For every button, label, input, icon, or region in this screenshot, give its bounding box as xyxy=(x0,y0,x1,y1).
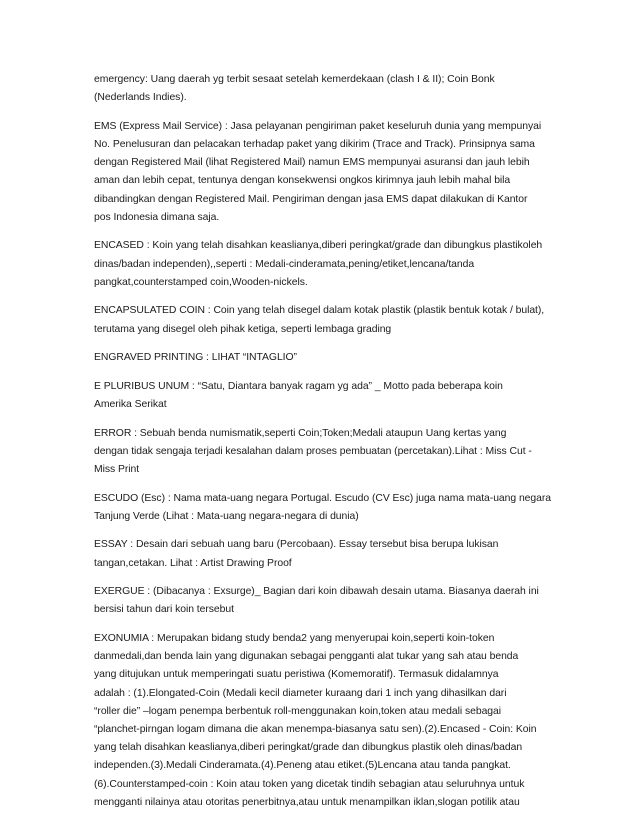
text-line: Tanjung Verde (Lihat : Mata-uang negara-negara di dunia) xyxy=(94,510,359,522)
text-line: yang telah disahkan keaslianya,diberi peringkat/grade dan dibungkus plastik oleh dinas/badan xyxy=(94,742,523,754)
text-line: EMS (Express Mail Service) : Jasa pelayanan pengiriman paket keseluruh dunia yang mempunyai xyxy=(94,120,542,132)
text-line: (6).Counterstamped-coin : Koin atau token yang dicetak tindih sebagian atau seluruhnya untuk xyxy=(94,778,525,790)
text-line: dengan Registered Mail (lihat Registered Mail) namun EMS mempunyai asuransi dan jauh lebih xyxy=(94,157,530,169)
text-line: ERROR : Sebuah benda numismatik,seperti Coin;Token;Medali ataupun Uang kertas yang xyxy=(94,427,507,439)
text-line: tangan,cetakan. Lihat : Artist Drawing Proof xyxy=(94,557,292,569)
text-line: aman dan lebih cepat, tentunya dengan konsekwensi ongkos kirimnya jauh lebih mahal bila xyxy=(94,175,511,187)
entry-essay xyxy=(94,536,546,572)
entry-escudo xyxy=(94,490,551,526)
text-line: ESSAY : Desain dari sebuah uang baru (Percobaan). Essay tersebut bisa berupa lukisan xyxy=(94,539,499,551)
text-line: ENCAPSULATED COIN : Coin yang telah disegel dalam kotak plastik (plastik bentuk kotak / bulat), xyxy=(94,305,545,317)
text-line: ENGRAVED PRINTING : LIHAT “INTAGLIO” xyxy=(94,352,297,364)
text-line: pos Indonesia dimana saja. xyxy=(94,211,220,223)
text-line: pangkat,counterstamped coin,Wooden-nickels. xyxy=(94,276,308,288)
entry-engraved-printing xyxy=(94,349,546,367)
text-line: “roller die” –logam penempa berbentuk roll-menggunakan koin,token atau medali sebagai xyxy=(94,705,502,717)
entry-encapsulated-coin xyxy=(94,302,546,338)
entry-error xyxy=(94,425,546,480)
text-line: adalah : (1).Elongated-Coin (Medali kecil diameter kuraang dari 1 inch yang dihasilkan dari xyxy=(94,687,507,699)
text-line: E PLURIBUS UNUM : “Satu, Diantara banyak ragam yg ada” _ Motto pada beberapa koin xyxy=(94,380,503,392)
text-line: EXERGUE : (Dibacanya : Exsurge)_ Bagian dari koin dibawah desain utama. Biasanya daerah ini xyxy=(94,586,539,598)
text-line: dinas/badan independen),,seperti : Medali-cinderamata,pening/etiket,lencana/tanda xyxy=(94,258,475,270)
entry-exergue xyxy=(94,583,546,619)
entry-ems xyxy=(94,118,546,227)
document-page xyxy=(94,71,551,812)
text-line: dibandingkan dengan Registered Mail. Pengiriman dengan jasa EMS dapat dilakukan di Kantor xyxy=(94,193,528,205)
text-line: bersisi tahun dari koin tersebut xyxy=(94,604,234,616)
text-line: emergency: Uang daerah yg terbit sesaat setelah kemerdekaan (clash I & II); Coin Bonk xyxy=(94,74,495,85)
text-line: EXONUMIA : Merupakan bidang study benda2 yang menyerupai koin,seperti koin-token xyxy=(94,632,495,644)
text-line: independen.(3).Medali Cinderamata.(4).Peneng atau etiket.(5)Lencana atau tanda pangkat. xyxy=(94,760,511,772)
text-line: “planchet-pirngan logam dimana die akan menempa-biasanya satu sen).(2).Encased - Coin: Koin xyxy=(94,724,537,735)
text-line: mengganti nilainya atau otoritas penerbitnya,atau untuk menampilkan iklan,slogan potilik atau xyxy=(94,796,520,808)
text-line: No. Penelusuran dan pelacakan terhadap paket yang dikirim (Trace and Track). Prinsipnya sama xyxy=(94,139,535,150)
text-line: ENCASED : Koin yang telah disahkan keaslianya,diberi peringkat/grade dan dibungkus plastikoleh xyxy=(94,240,543,252)
text-line: ESCUDO (Esc) : Nama mata-uang negara Portugal. Escudo (CV Esc) juga nama mata-uang negara xyxy=(94,492,551,504)
text-line: dengan tidak sengaja terjadi kesalahan dalam proses pembuatan (percetakan).Lihat : Miss Cut - xyxy=(94,445,532,457)
text-line: terutama yang disegel oleh pihak ketiga, seperti lembaga grading xyxy=(94,323,392,335)
entry-emergency xyxy=(94,71,546,107)
text-line: Amerika Serikat xyxy=(94,399,167,410)
text-line: (Nederlands Indies). xyxy=(94,92,187,104)
entry-encased xyxy=(94,237,546,292)
text-line: danmedali,dan benda lain yang digunakan sebagai pengganti alat tukar yang sah atau benda xyxy=(94,651,519,663)
text-line: yang ditujukan untuk memperingati suatu peristiwa (Komemoratif). Termasuk didalamnya xyxy=(94,669,499,681)
entry-exonumia xyxy=(94,630,546,812)
entry-e-pluribus-unum xyxy=(94,378,546,414)
text-line: Miss Print xyxy=(94,464,140,475)
